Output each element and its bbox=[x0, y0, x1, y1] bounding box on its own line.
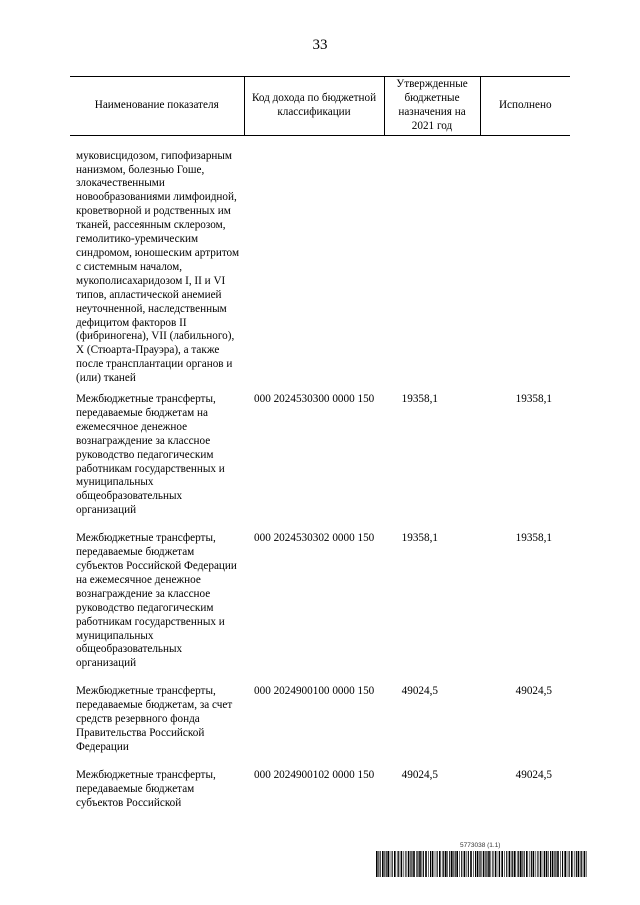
budget-execution-table bbox=[70, 76, 570, 825]
row-name: Межбюджетные трансферты, передаваемые бюджетам на ежемесячное денежное вознаграждение за классное руководство педагогическим работникам государственных и муниципальных общеобразовательных организаций bbox=[76, 393, 225, 517]
row-name: муковисцидозом, гипофизарным нанизмом, болезнью Гоше, злокачественными новообразованиями лимфоидной, кроветворной и родственных им тканей, рассеянным склерозом, гемолитико-уремическим синдромом, юношеским артритом с системным началом, мукополисахаридозом I, II и VI типов, апластической анемией неуточненной, наследственным дефицитом факторов II (фибриногена), VII (лабильного), X (Стюарта-Прауэра), а также после трансплантации органов и (или) тканей bbox=[76, 149, 240, 385]
table-header-row bbox=[70, 77, 570, 136]
barcode-stamp bbox=[376, 851, 588, 877]
row-name: Межбюджетные трансферты, передаваемые бюджетам, за счет средств резервного фонда Правительства Российской Федерации bbox=[76, 685, 233, 753]
row-approved bbox=[384, 135, 480, 393]
row-approved: 49024,5 bbox=[401, 685, 438, 698]
row-approved: 49024,5 bbox=[401, 768, 438, 781]
row-code: 000 2024530300 0000 150 bbox=[254, 393, 375, 406]
row-approved: 19358,1 bbox=[401, 532, 438, 545]
stamp-code: 5773038 (1.1) bbox=[460, 842, 501, 849]
row-code: 000 2024900100 0000 150 bbox=[254, 685, 375, 698]
row-approved: 19358,1 bbox=[401, 393, 438, 406]
table-row bbox=[70, 769, 570, 825]
row-executed: 49024,5 bbox=[515, 685, 552, 698]
table-row bbox=[70, 532, 570, 685]
row-name: Межбюджетные трансферты, передаваемые бюджетам субъектов Российской bbox=[76, 768, 216, 809]
table-row bbox=[70, 135, 570, 393]
table-row bbox=[70, 393, 570, 532]
row-executed: 19358,1 bbox=[515, 393, 552, 406]
header-indicator-name: Наименование показателя bbox=[70, 77, 244, 136]
row-code: 000 2024900102 0000 150 bbox=[254, 768, 375, 781]
header-executed: Исполнено bbox=[480, 77, 570, 136]
row-code: 000 2024530302 0000 150 bbox=[254, 532, 375, 545]
row-name: Межбюджетные трансферты, передаваемые бюджетам субъектов Российской Федерации на ежемесячное денежное вознаграждение за классное руководство педагогическим работникам государственных и муниципальных общеобразовательных организаций bbox=[76, 532, 237, 670]
table-row bbox=[70, 685, 570, 769]
header-income-code: Код дохода по бюджетной классификации bbox=[244, 77, 384, 136]
row-executed bbox=[480, 135, 570, 393]
page-number: 33 bbox=[312, 37, 328, 53]
row-code bbox=[244, 135, 384, 393]
row-executed: 19358,1 bbox=[515, 532, 552, 545]
header-approved-2021: Утвержденные бюджетные назначения на 2021 год bbox=[384, 77, 480, 136]
row-executed: 49024,5 bbox=[515, 768, 552, 781]
